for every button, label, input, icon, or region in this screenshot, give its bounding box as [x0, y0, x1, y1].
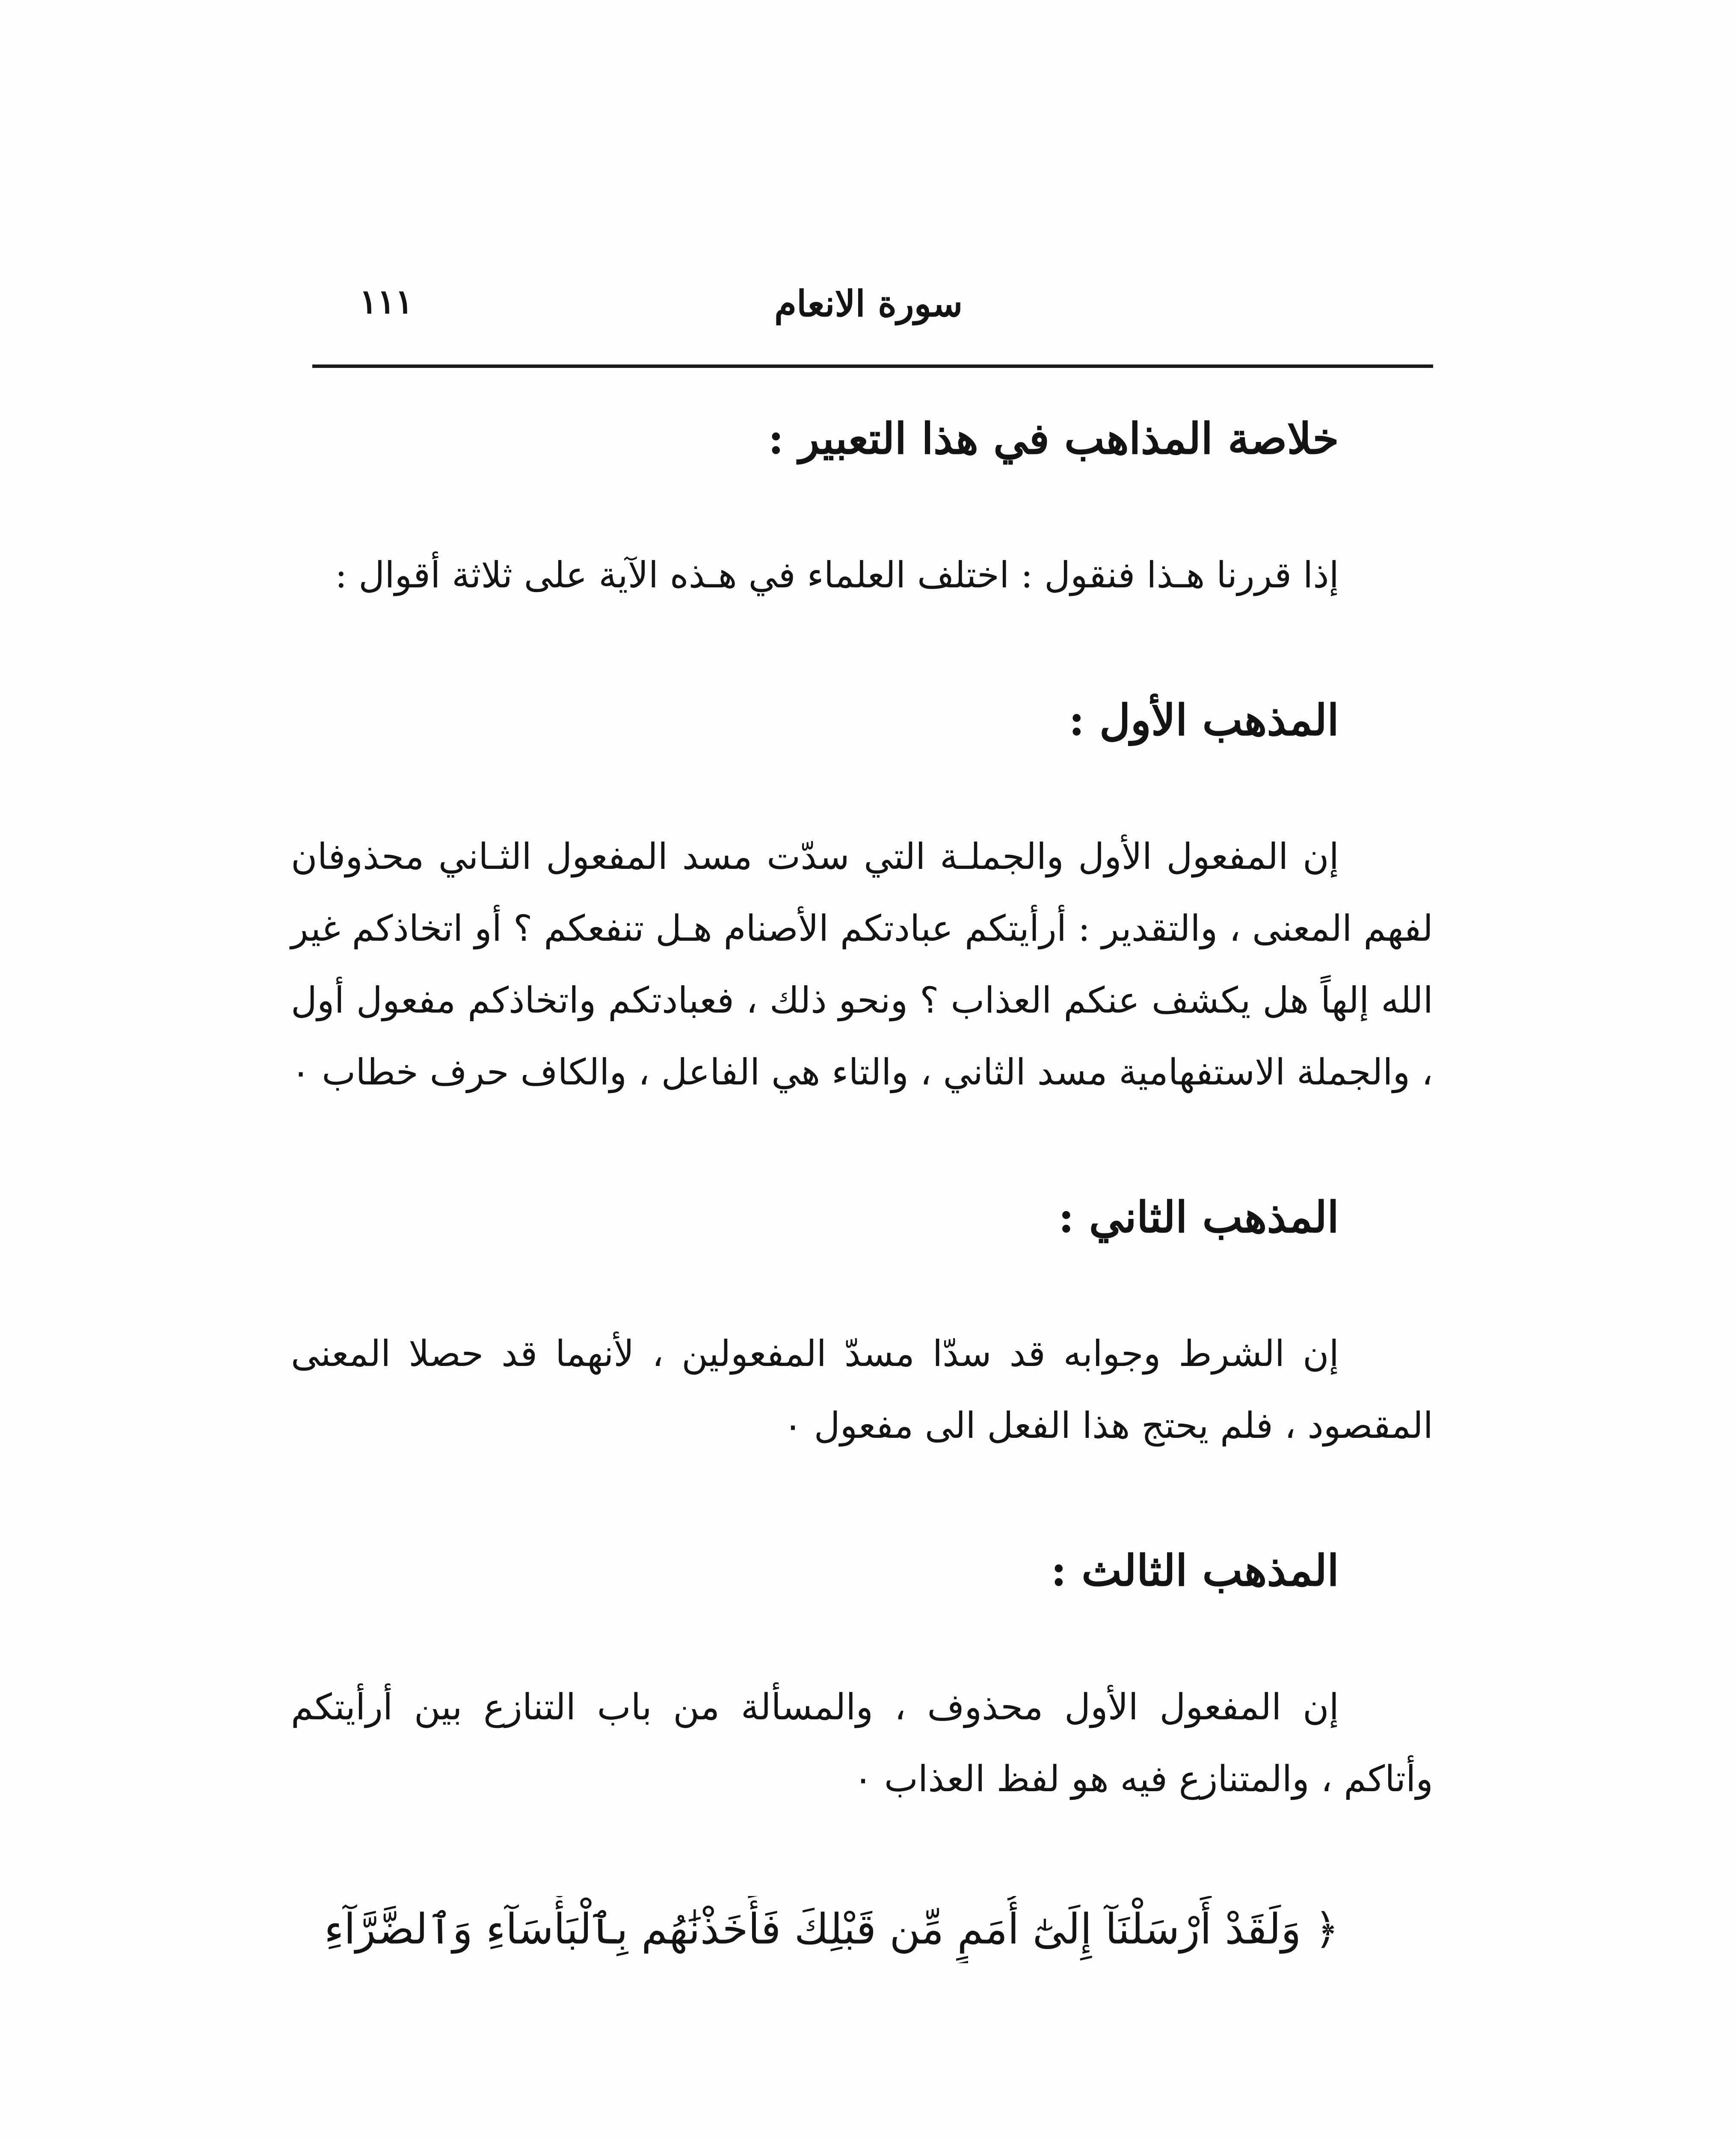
spacer — [291, 1815, 1433, 1896]
spacer — [291, 466, 1433, 539]
quran-verse: ﴿ وَلَقَدْ أَرْسَلْنَآ إِلَىٰٓ أُمَمٍ مِّن قَبْلِكَ فَأَخَذْنَٰهُم بِٱلْبَأْسَآءِ وَٱلضَّرَّآءِ — [324, 1905, 1339, 1954]
header-divider — [312, 364, 1433, 368]
page-header — [312, 274, 1433, 338]
spacer — [291, 1108, 1433, 1189]
summary-heading: خلاصة المذاهب في هذا التعبير : — [768, 413, 1339, 464]
spacer — [291, 1245, 1433, 1318]
second-school-paragraph: إن الشرط وجوابه قد سدّا مسدّ المفعولين ، لأنهما قد حصلا المعنى المقصود ، فلم يحتج هذا الفعل الى مفعول ٠ — [291, 1333, 1433, 1446]
page-content — [291, 411, 1433, 1963]
third-school-heading: المذهب الثالث : — [1051, 1545, 1339, 1596]
surah-title: سورة الانعام — [774, 282, 963, 325]
spacer — [291, 1598, 1433, 1671]
spacer — [291, 1461, 1433, 1543]
summary-paragraph: إذا قررنا هـذا فنقول : اختلف العلماء في هـذه الآية على ثلاثة أقوال : — [335, 554, 1339, 596]
spacer — [291, 611, 1433, 692]
page-number: ١١١ — [359, 282, 413, 321]
second-school-heading: المذهب الثاني : — [1058, 1192, 1339, 1242]
first-school-heading: المذهب الأول : — [1069, 695, 1339, 745]
spacer — [291, 748, 1433, 821]
third-school-paragraph: إن المفعول الأول محذوف ، والمسألة من باب التنازع بين أرأيتكم وأتاكم ، والمتنازع فيه هو لفظ العذاب ٠ — [291, 1686, 1433, 1800]
first-school-paragraph: إن المفعول الأول والجملـة التي سدّت مسد المفعول الثـاني محذوفان لفهم المعنى ، والتقدير : أرأيتكم عبادتكم الأصنام هـل تنفعكم ؟ أو اتخاذكم غير الله إلهاً هل يكشف عنكم العذاب ؟ ونحو ذلك ، فعبادتكم واتخاذكم مفعول أول ، والجملة الاستفهامية مسد الثاني ، والتاء هي الفاعل ، والكاف حرف خطاب ٠ — [291, 835, 1433, 1093]
